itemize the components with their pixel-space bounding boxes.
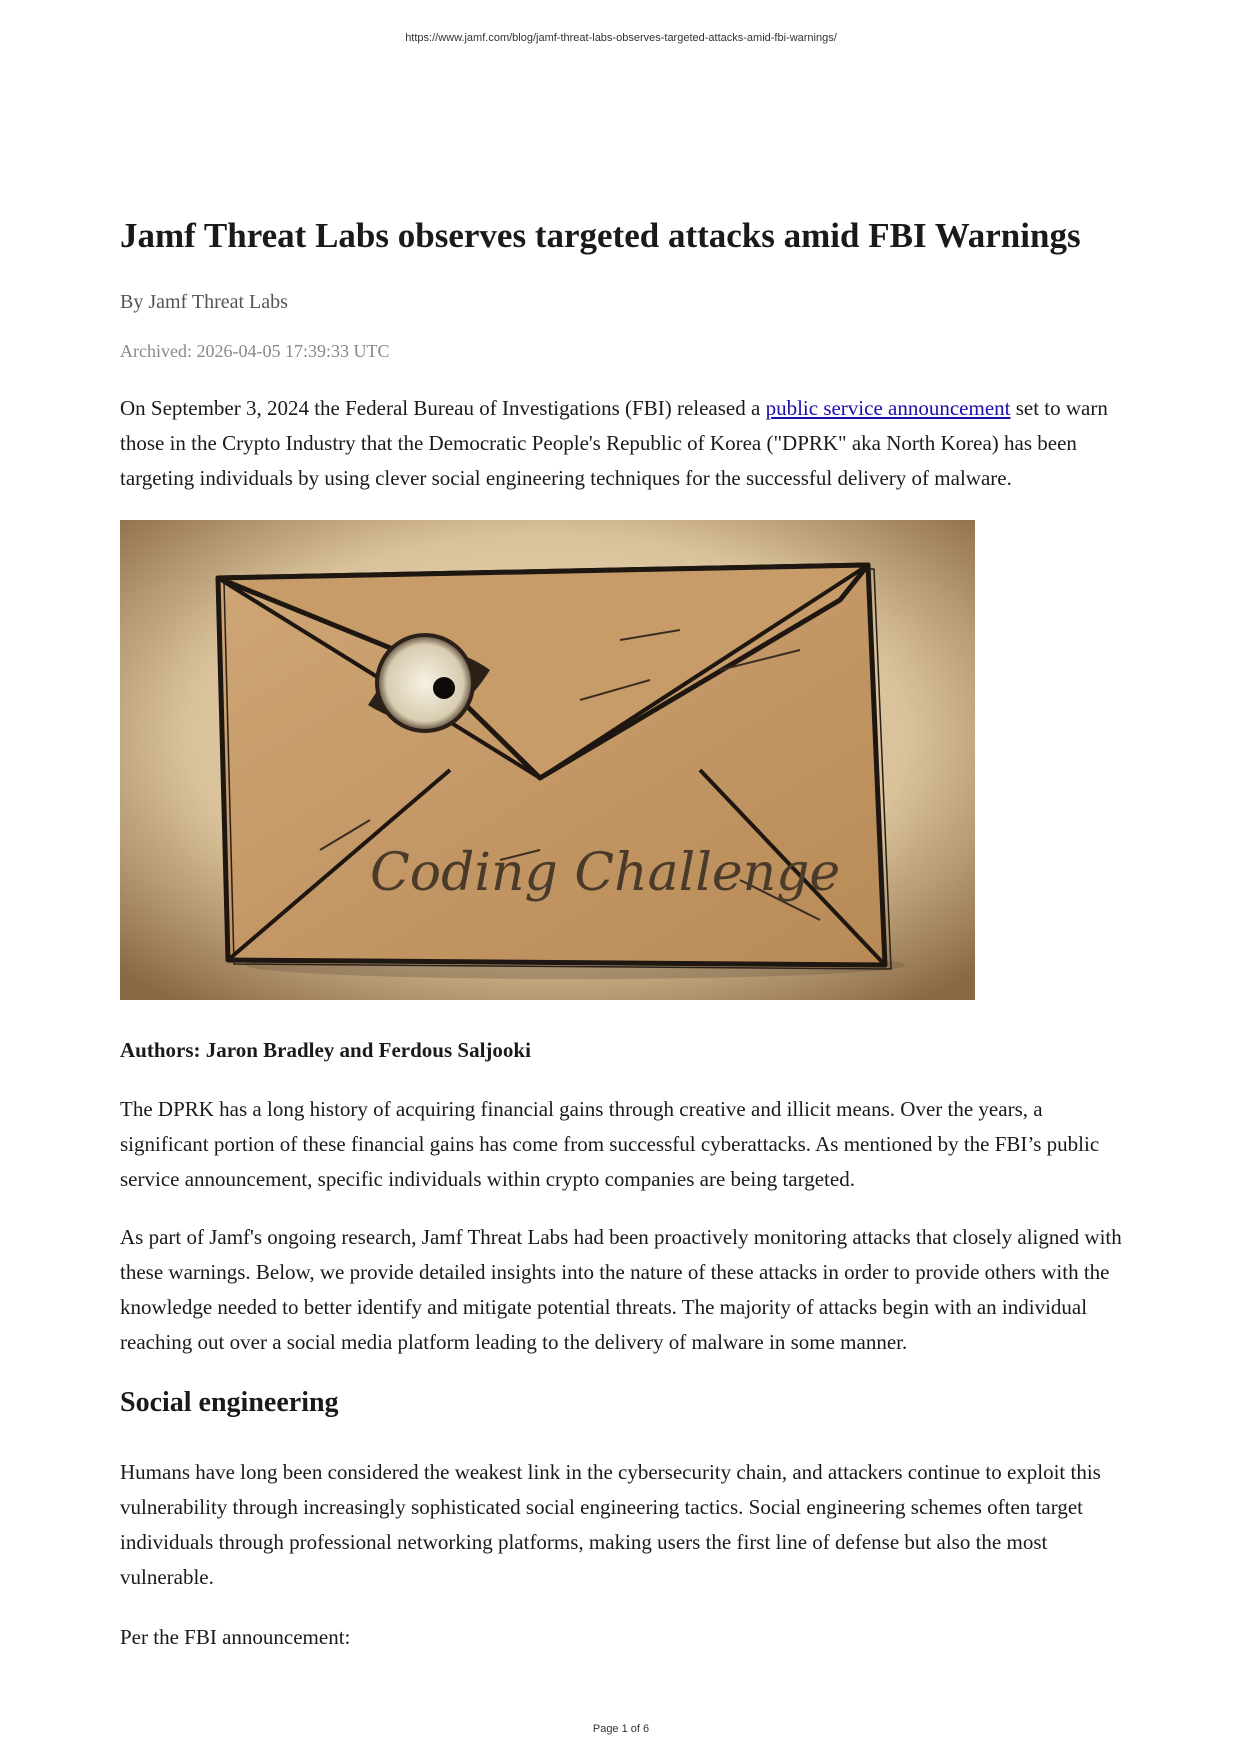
paragraph-history: The DPRK has a long history of acquiring financial gains through creative and illicit means. Over the years, a significant portion of these financial gains has come from successful cyberattacks. As mentioned by the FBI’s public service announcement, specific individuals within crypto companies are being targeted.	[120, 1097, 1100, 1191]
archived-date: Archived: 2026-04-05 17:39:33 UTC	[120, 341, 390, 361]
intro-text-end: set to warn those in the Crypto Industry that the Democratic People's Republic of Korea ("DPRK" aka North Korea) has been targeting individuals by using clever social engineering techniques for the successful delivery of malware.	[120, 396, 1108, 490]
hero-image	[120, 520, 975, 1000]
paragraph-social-engineering: Humans have long been considered the weakest link in the cybersecurity chain, and attackers continue to exploit this vulnerability through increasingly sophisticated social engineering tactics. Social engineering schemes often target individuals through professional networking platforms, making users the first line of defense but also the most vulnerable.	[120, 1460, 1101, 1589]
paragraph-fbi-announcement: Per the FBI announcement:	[120, 1625, 351, 1649]
page-number: Page 1 of 6	[592, 1723, 650, 1735]
intro-paragraph	[120, 391, 1130, 496]
hero-image-caption: Coding Challenge	[370, 843, 841, 903]
psa-link[interactable]: public service announcement	[765, 396, 1011, 420]
authors: Authors: Jaron Bradley and Ferdous Saljooki	[120, 1038, 531, 1062]
paragraph-research: As part of Jamf's ongoing research, Jamf Threat Labs had been proactively monitoring attacks that closely aligned with these warnings. Below, we provide detailed insights into the nature of these attacks in order to provide others with the knowledge needed to better identify and mitigate potential threats. The majority of attacks begin with an individual reaching out over a social media platform leading to the delivery of malware in some manner.	[120, 1225, 1122, 1354]
section-heading: Social engineering	[120, 1387, 339, 1418]
article-title: Jamf Threat Labs observes targeted attacks amid FBI Warnings	[120, 216, 1081, 255]
byline: By Jamf Threat Labs	[120, 291, 288, 313]
intro-text-start: On September 3, 2024 the Federal Bureau of Investigations (FBI) released a	[120, 396, 766, 420]
page-url: https://www.jamf.com/blog/jamf-threat-labs-observes-targeted-attacks-amid-fbi-warnings/	[405, 32, 837, 44]
